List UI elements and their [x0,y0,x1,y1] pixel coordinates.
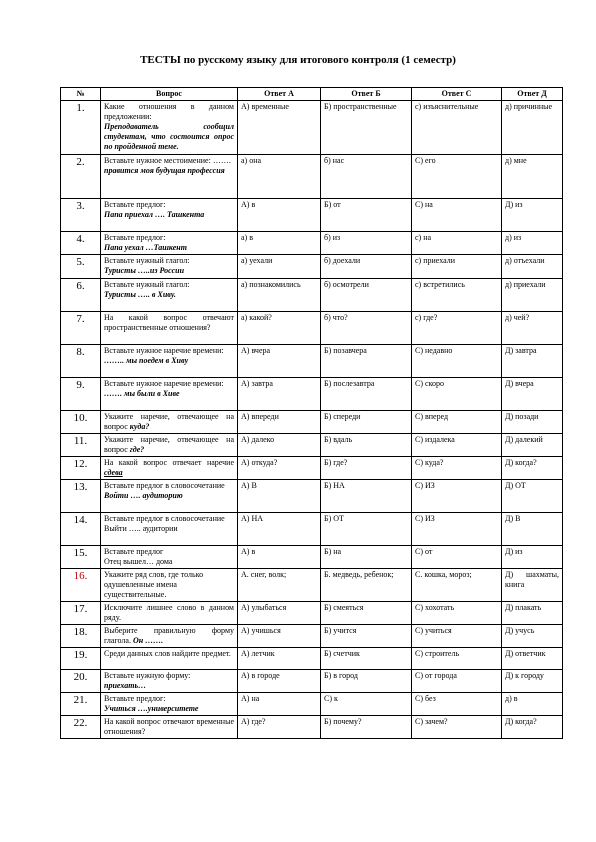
answer-d: д) из [502,232,563,255]
answer-c: С) на [412,199,502,232]
answer-a: А. снег, волк; [238,569,321,602]
answer-c: С) недавно [412,345,502,378]
page-title: ТЕСТЫ по русскому языку для итогового контроля (1 семестр) [140,54,456,66]
question-text: Укажите наречие, отвечающее на вопрос куда? [101,411,238,434]
table-row [61,693,563,716]
header-answer-b: Ответ Б [321,88,412,101]
answer-a: А) в городе [238,670,321,693]
question-text: На какой вопрос отвечают пространственные отношения? [101,312,238,345]
question-number: 10. [61,411,101,434]
answer-c: С) издалека [412,434,502,457]
answer-d: Д) из [502,546,563,569]
table-row [61,625,563,648]
table-row [61,101,563,155]
answer-b: б) осмотрели [321,279,412,312]
answer-a: А) учишься [238,625,321,648]
question-text: Укажите ряд слов, где только одушевленные имена существительные. [101,569,238,602]
table-row [61,513,563,546]
question-number: 8. [61,345,101,378]
table-row [61,312,563,345]
answer-a: А) где? [238,716,321,739]
answer-d: Д) учусь [502,625,563,648]
answer-c: С) учиться [412,625,502,648]
answer-c: с) встретились [412,279,502,312]
answer-c: С) хохотать [412,602,502,625]
question-number: 13. [61,480,101,513]
answer-b: Б) в город [321,670,412,693]
question-number: 20. [61,670,101,693]
question-text: Выберите правильную форму глагола. Он ……. [101,625,238,648]
answer-c: с) приехали [412,255,502,279]
question-text: Вставьте нужное наречие времени: …….. мы поедем в Хиву [101,345,238,378]
answer-a: А) В [238,480,321,513]
question-number: 14. [61,513,101,546]
answer-d: д) в [502,693,563,716]
question-number: 9. [61,378,101,411]
answer-d: д) чей? [502,312,563,345]
answer-b: Б) смеяться [321,602,412,625]
answer-b: Б) почему? [321,716,412,739]
answer-c: С) куда? [412,457,502,480]
answer-c: С) ИЗ [412,480,502,513]
table-row [61,279,563,312]
question-text: Исключите лишнее слово в данном ряду. [101,602,238,625]
question-text: Среди данных слов найдите предмет. [101,648,238,670]
answer-d: Д) позади [502,411,563,434]
answer-a: а) познакомились [238,279,321,312]
question-text: Вставьте нужное наречие времени: ……. мы были в Хиве [101,378,238,411]
answer-d: Д) ответчик [502,648,563,670]
answer-d: Д) когда? [502,716,563,739]
answer-c: С) зачем? [412,716,502,739]
question-text: На какой вопрос отвечает наречие сдева [101,457,238,480]
answer-b: Б) НА [321,480,412,513]
answer-d: Д) ОТ [502,480,563,513]
answer-b: б) что? [321,312,412,345]
table-row [61,378,563,411]
answer-b: б) доехали [321,255,412,279]
question-text: Вставьте предлог в словосочетание Выйти ….. аудитории [101,513,238,546]
table-row [61,480,563,513]
answer-d: Д) плакать [502,602,563,625]
answer-c: С) от [412,546,502,569]
answer-b: Б) спереди [321,411,412,434]
question-text: Вставьте нужное местоимение: ……. правится моя будущая профессия [101,155,238,199]
answer-d: Д) к городу [502,670,563,693]
table-row [61,411,563,434]
answer-c: С. кошка, мороз; [412,569,502,602]
table-header-row [61,88,563,101]
answer-d: д) приехали [502,279,563,312]
answer-c: с) где? [412,312,502,345]
answer-d: д) отъехали [502,255,563,279]
answer-d: д) мне [502,155,563,199]
answer-c: С) без [412,693,502,716]
question-number: 5. [61,255,101,279]
header-answer-d: Ответ Д [502,88,563,101]
answer-d: Д) шахматы, книга [502,569,563,602]
answer-b: б) нас [321,155,412,199]
question-text: Вставьте предлог Отец вышел… дома [101,546,238,569]
question-text: Вставьте нужный глагол: Туристы …..из России [101,255,238,279]
question-number: 18. [61,625,101,648]
question-text: Укажите наречие, отвечающее на вопрос где? [101,434,238,457]
question-number: 2. [61,155,101,199]
answer-c: С) его [412,155,502,199]
table-row [61,569,563,602]
answer-b: Б) учится [321,625,412,648]
answer-a: а) она [238,155,321,199]
answer-c: С) вперед [412,411,502,434]
answer-c: с) на [412,232,502,255]
question-number: 21. [61,693,101,716]
answer-a: а) уехали [238,255,321,279]
answer-c: С) от города [412,670,502,693]
question-text: Вставьте предлог: Папа уехал …Ташкент [101,232,238,255]
question-text: На какой вопрос отвечают временные отношения? [101,716,238,739]
answer-a: а) какой? [238,312,321,345]
answer-a: А) в [238,546,321,569]
question-number: 3. [61,199,101,232]
answer-a: А) летчик [238,648,321,670]
question-number: 19. [61,648,101,670]
answer-c: С) строитель [412,648,502,670]
question-number: 16. [61,569,101,602]
header-number: № [61,88,101,101]
answer-a: А) впереди [238,411,321,434]
question-number: 6. [61,279,101,312]
answer-d: Д) В [502,513,563,546]
answer-c: С) скоро [412,378,502,411]
table-row [61,546,563,569]
table-row [61,199,563,232]
answer-d: Д) из [502,199,563,232]
question-number: 4. [61,232,101,255]
answer-b: б) из [321,232,412,255]
table-row [61,255,563,279]
answer-c: С) ИЗ [412,513,502,546]
table-row [61,670,563,693]
answer-a: А) НА [238,513,321,546]
answer-b: Б) счетчик [321,648,412,670]
table-row [61,155,563,199]
table-row [61,602,563,625]
table-row [61,345,563,378]
answer-b: Б) вдаль [321,434,412,457]
answer-a: А) далеко [238,434,321,457]
question-text: Вставьте нужную форму: приехать… [101,670,238,693]
answer-d: Д) когда? [502,457,563,480]
answer-d: Д) далекий [502,434,563,457]
table-row [61,232,563,255]
question-number: 11. [61,434,101,457]
question-text: Какие отношения в данном предложении: Преподаватель сообщил студентам, что состоится опрос по пройденной теме. [101,101,238,155]
test-table [60,87,563,739]
answer-b: Б) ОТ [321,513,412,546]
question-text: Вставьте нужный глагол: Туристы ….. в Хиву. [101,279,238,312]
answer-a: А) на [238,693,321,716]
question-number: 12. [61,457,101,480]
header-question: Вопрос [101,88,238,101]
table-row [61,457,563,480]
answer-b: Б) послезавтра [321,378,412,411]
question-number: 22. [61,716,101,739]
answer-b: С) к [321,693,412,716]
header-answer-c: Ответ С [412,88,502,101]
question-text: Вставьте предлог в словосочетание Войти …. аудиторию [101,480,238,513]
answer-d: Д) вчера [502,378,563,411]
answer-b: Б) на [321,546,412,569]
answer-d: Д) завтра [502,345,563,378]
table-row [61,716,563,739]
question-text: Вставьте предлог: Папа приехал …. Ташкента [101,199,238,232]
answer-c: с) изъяснительные [412,101,502,155]
answer-a: А) улыбаться [238,602,321,625]
answer-b: Б. медведь, ребенок; [321,569,412,602]
answer-a: А) временные [238,101,321,155]
answer-a: А) вчера [238,345,321,378]
table-row [61,648,563,670]
answer-a: А) откуда? [238,457,321,480]
question-number: 1. [61,101,101,155]
answer-b: Б) где? [321,457,412,480]
answer-a: а) в [238,232,321,255]
answer-b: Б) пространственные [321,101,412,155]
answer-b: Б) от [321,199,412,232]
header-answer-a: Ответ А [238,88,321,101]
answer-a: А) в [238,199,321,232]
answer-b: Б) позавчера [321,345,412,378]
question-text: Вставьте предлог: Учиться ….университете [101,693,238,716]
question-number: 15. [61,546,101,569]
answer-a: А) завтра [238,378,321,411]
question-number: 7. [61,312,101,345]
answer-d: д) причинные [502,101,563,155]
table-row [61,434,563,457]
question-number: 17. [61,602,101,625]
